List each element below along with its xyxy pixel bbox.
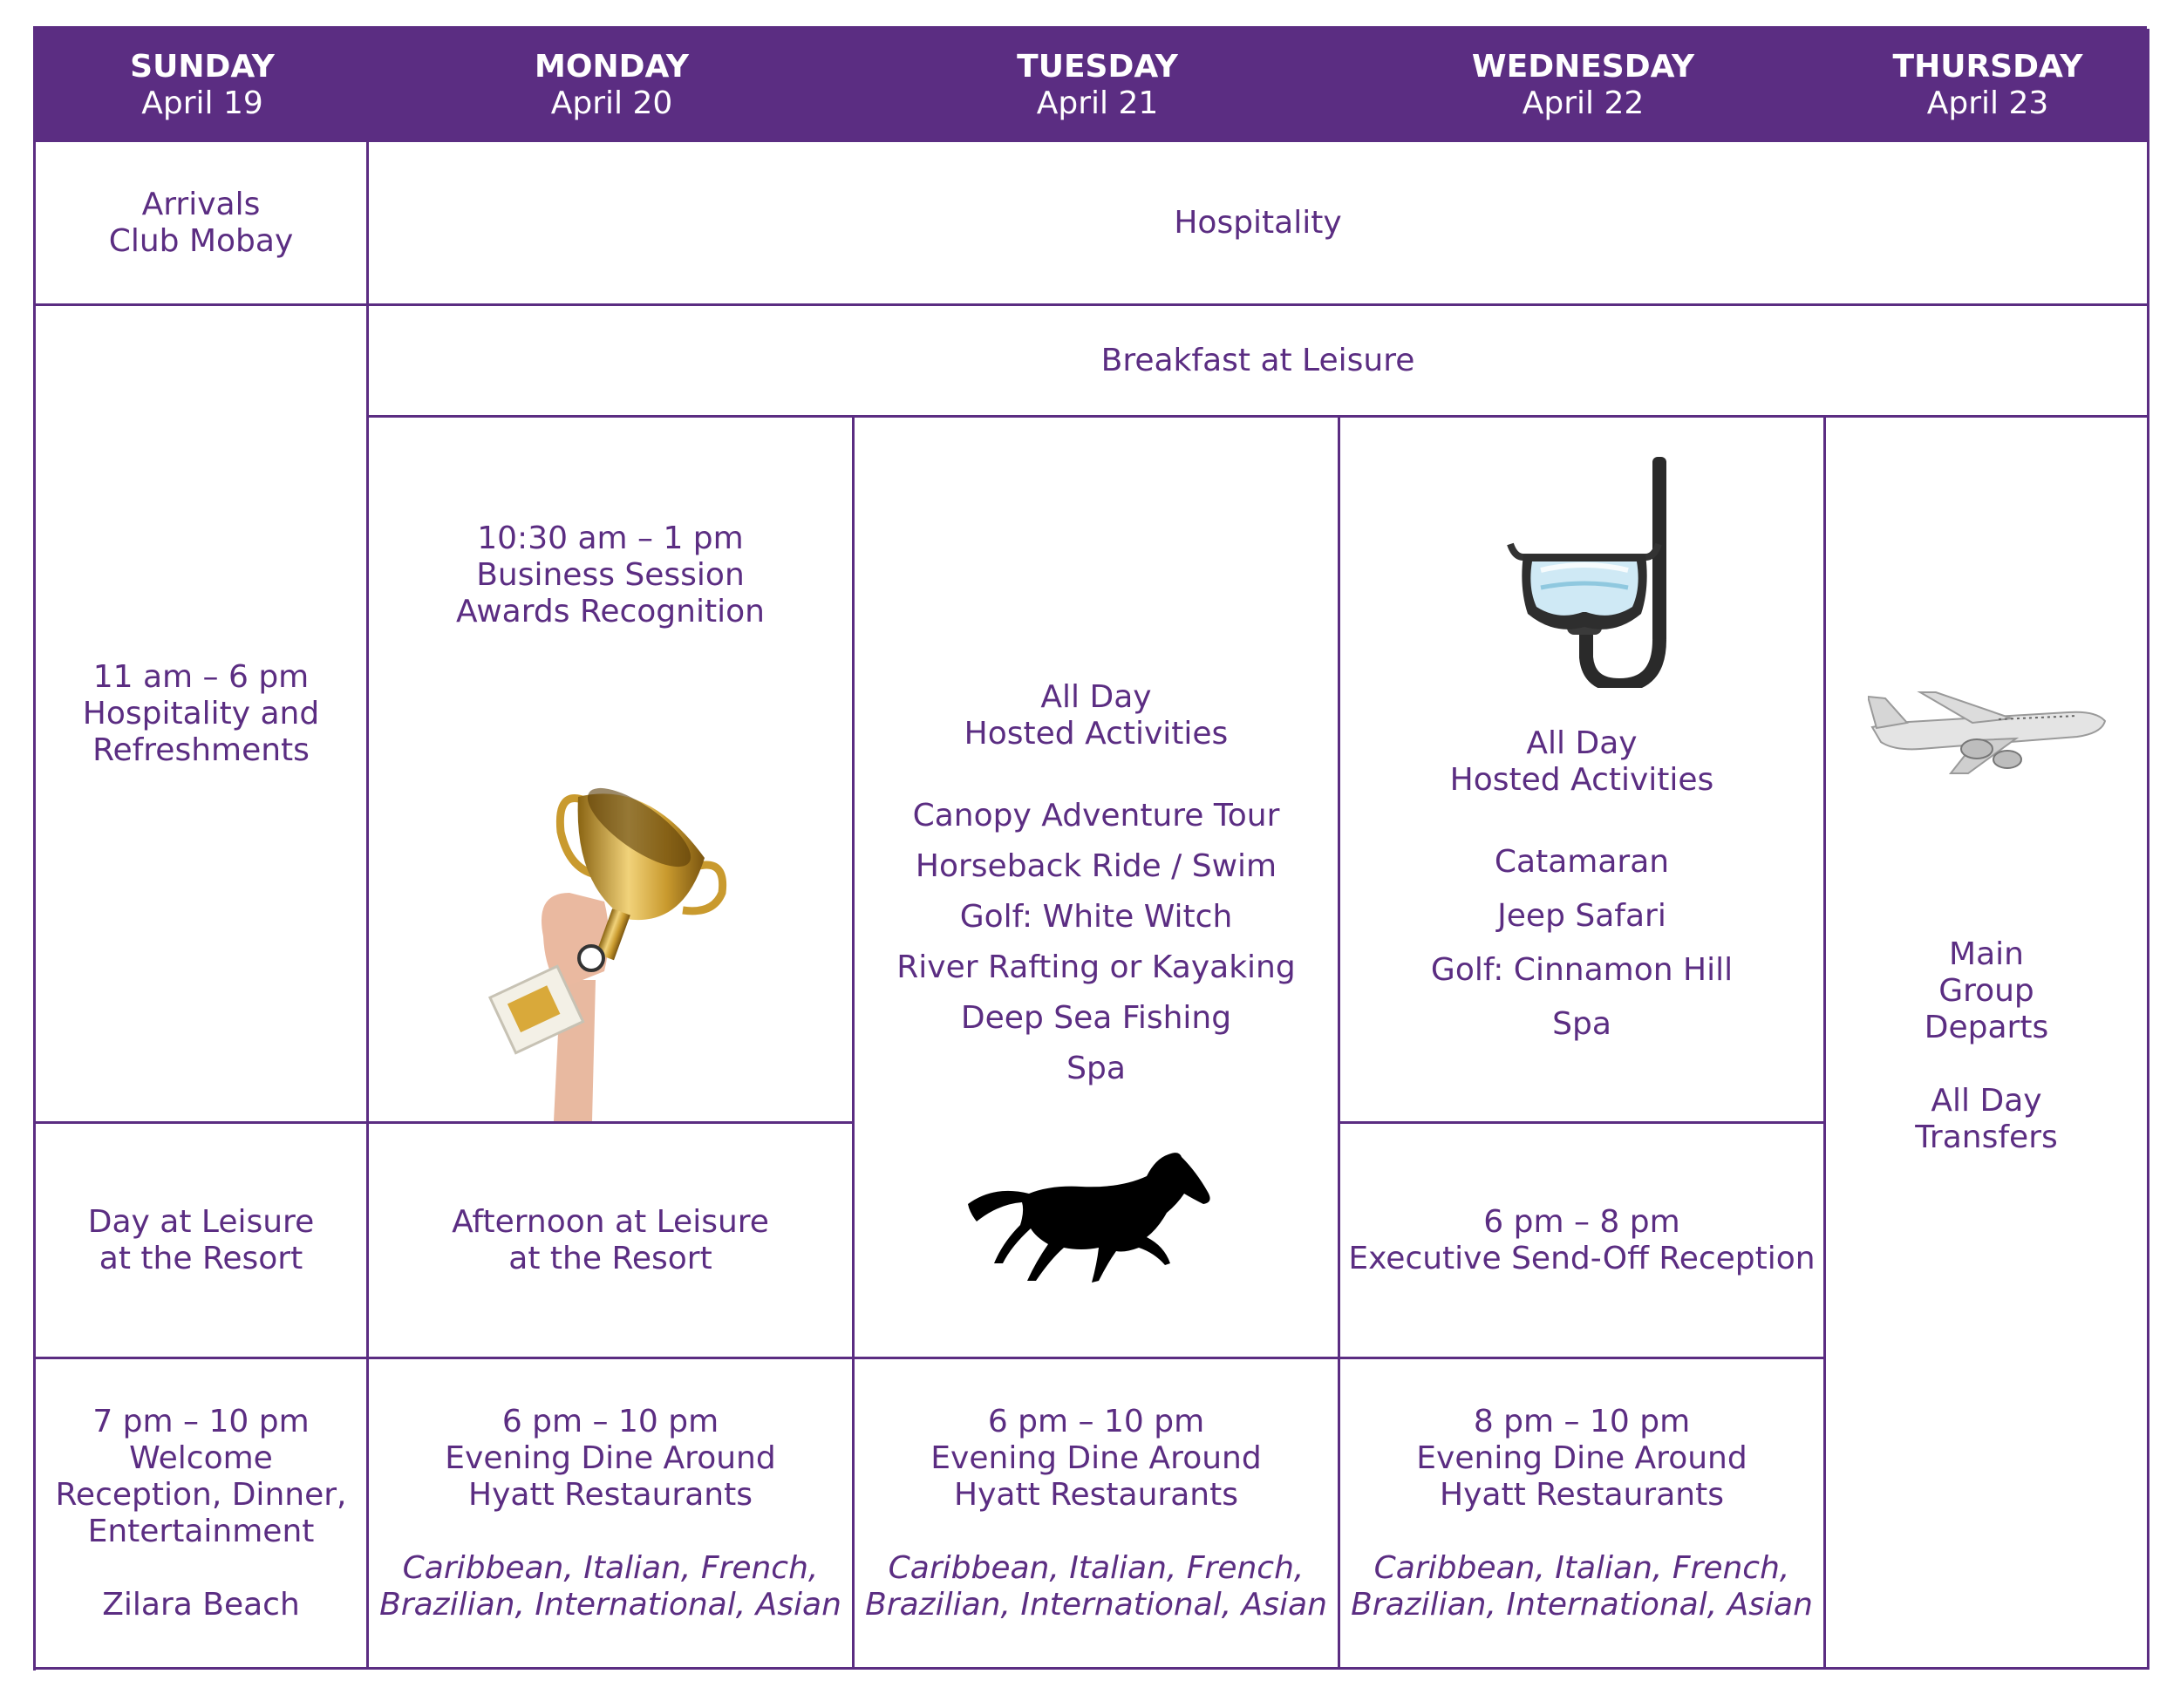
event-time: 10:30 am – 1 pm [477, 521, 744, 556]
wednesday-evening [1340, 1359, 1826, 1670]
event-line: Breakfast at Leisure [1100, 342, 1415, 378]
event-line: Evening Dine Around [1416, 1439, 1747, 1476]
thursday-departs [1826, 418, 2149, 1670]
event-line: Hyatt Restaurants [468, 1476, 753, 1513]
sunday-evening [36, 1359, 369, 1670]
event-line: Evening Dine Around [930, 1439, 1262, 1476]
snorkel-mask-icon [1506, 457, 1667, 688]
event-time: 6 pm – 10 pm [501, 1403, 719, 1439]
event-line: Main [1949, 936, 2024, 972]
event-line: at the Resort [508, 1240, 712, 1276]
event-line: Refreshments [92, 732, 310, 768]
event-time: 8 pm – 10 pm [1473, 1403, 1691, 1439]
day-name: SUNDAY [130, 49, 275, 85]
event-line: Hyatt Restaurants [954, 1476, 1238, 1513]
activity-item: Catamaran [1494, 844, 1670, 880]
monday-afternoon [369, 1124, 855, 1359]
monday-evening [369, 1359, 855, 1670]
day-date: April 22 [1522, 85, 1645, 121]
event-line: Arrivals [141, 186, 261, 222]
event-line: Evening Dine Around [445, 1439, 776, 1476]
activity-item: Spa [1066, 1051, 1126, 1086]
event-time: 6 pm – 8 pm [1483, 1203, 1680, 1240]
activity-item: Golf: White Witch [959, 899, 1233, 935]
event-line: Hosted Activities [1449, 762, 1714, 798]
tuesday-activities [855, 418, 1340, 1359]
event-line: Reception, Dinner, [55, 1476, 347, 1513]
event-line: Hosted Activities [964, 716, 1229, 752]
cuisine-line: Caribbean, Italian, French, [888, 1549, 1305, 1586]
event-time: 6 pm – 10 pm [987, 1403, 1205, 1439]
sunday-leisure [36, 1124, 369, 1359]
tuesday-evening [855, 1359, 1340, 1670]
cuisine-line: Brazilian, International, Asian [865, 1586, 1327, 1623]
event-line: at the Resort [99, 1240, 303, 1276]
header-sunday [36, 29, 369, 142]
event-line: Group [1938, 973, 2034, 1009]
sunday-arrivals [36, 142, 369, 306]
horse-icon [968, 1150, 1216, 1290]
day-name: THURSDAY [1892, 49, 2083, 85]
activity-item: Golf: Cinnamon Hill [1430, 952, 1734, 988]
activity-item: Jeep Safari [1497, 898, 1666, 934]
event-line: Hospitality [1174, 204, 1342, 241]
event-line: Welcome [129, 1439, 273, 1476]
cuisine-line: Caribbean, Italian, French, [402, 1549, 819, 1586]
header-tuesday [855, 29, 1340, 142]
header-monday [369, 29, 855, 142]
wednesday-activities [1340, 418, 1826, 1124]
event-line: Hospitality and [82, 695, 320, 732]
wednesday-reception [1340, 1124, 1826, 1359]
day-name: WEDNESDAY [1471, 49, 1695, 85]
event-line: All Day [1040, 679, 1152, 715]
monday-session [369, 418, 855, 1124]
breakfast-span [369, 306, 2149, 418]
event-time: 7 pm – 10 pm [92, 1403, 310, 1439]
day-date: April 23 [1926, 85, 2049, 121]
event-line: Afternoon at Leisure [452, 1203, 769, 1240]
hospitality-span [369, 142, 2149, 306]
event-line: Day at Leisure [87, 1203, 315, 1240]
day-date: April 20 [550, 85, 673, 121]
event-line: Entertainment [87, 1513, 315, 1549]
event-line: Transfers [1915, 1119, 2058, 1155]
activity-item: River Rafting or Kayaking [896, 949, 1296, 985]
event-line: Executive Send-Off Reception [1348, 1240, 1816, 1276]
airplane-icon [1868, 688, 2108, 775]
schedule-grid [33, 26, 2147, 1671]
activity-item: Spa [1552, 1006, 1611, 1042]
activity-item: Horseback Ride / Swim [915, 848, 1277, 884]
event-line: Awards Recognition [456, 594, 765, 629]
header-thursday [1826, 29, 2149, 142]
activity-item: Deep Sea Fishing [960, 1000, 1232, 1036]
header-wednesday [1340, 29, 1826, 142]
trophy-icon [473, 762, 735, 1121]
day-name: TUESDAY [1017, 49, 1178, 85]
day-date: April 21 [1036, 85, 1159, 121]
event-venue: Zilara Beach [102, 1586, 300, 1623]
cuisine-line: Caribbean, Italian, French, [1373, 1549, 1790, 1586]
sunday-hospitality [36, 306, 369, 1124]
activity-item: Canopy Adventure Tour [912, 798, 1280, 834]
event-time: 11 am – 6 pm [92, 658, 310, 695]
event-line: Business Session [476, 557, 745, 593]
cuisine-line: Brazilian, International, Asian [1351, 1586, 1813, 1623]
event-line: Hyatt Restaurants [1440, 1476, 1724, 1513]
cuisine-line: Brazilian, International, Asian [379, 1586, 841, 1623]
event-line: Departs [1924, 1010, 2049, 1045]
event-line: All Day [1931, 1083, 2042, 1119]
day-name: MONDAY [535, 49, 689, 85]
event-line: Club Mobay [108, 222, 294, 259]
event-line: All Day [1526, 725, 1638, 761]
day-date: April 19 [141, 85, 263, 121]
